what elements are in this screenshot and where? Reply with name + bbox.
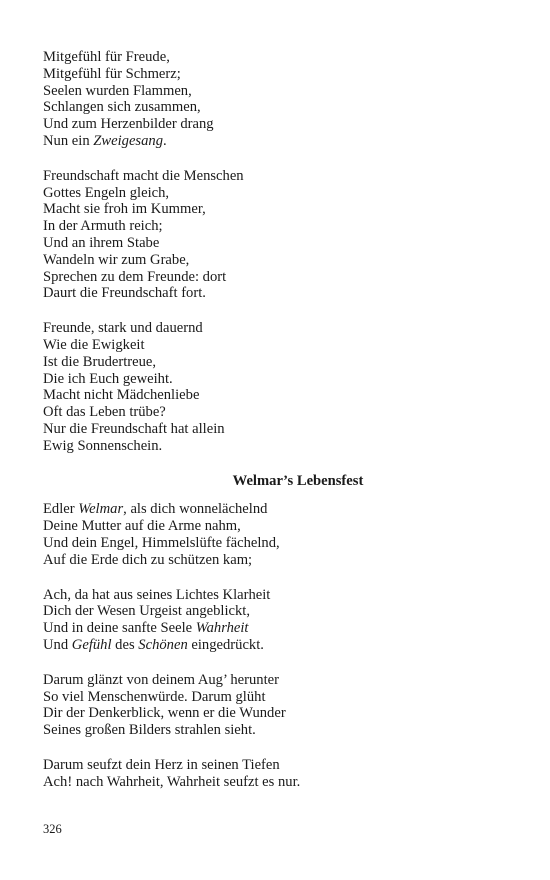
- stanza: [43, 168, 513, 302]
- verse-line: Oft das Leben trübe?: [43, 404, 166, 421]
- stanza: [43, 501, 513, 568]
- verse-line: Und zum Herzenbilder drang: [43, 116, 214, 133]
- stanza: [43, 757, 513, 791]
- poem-welmar-lebensfest: [43, 501, 513, 790]
- verse-line: Und in deine sanfte Seele Wahrheit: [43, 620, 249, 637]
- verse-line: Darum seufzt dein Herz in seinen Tiefen: [43, 756, 280, 773]
- verse-line: Wandeln wir zum Grabe,: [43, 251, 190, 268]
- emphasized-word: Gefühl: [71, 636, 112, 653]
- verse-line: Ist die Brudertreue,: [43, 353, 157, 370]
- verse-line: Und Gefühl des Schönen eingedrückt.: [43, 636, 264, 653]
- verse-line: In der Armuth reich;: [43, 218, 163, 235]
- stanza: [43, 672, 513, 739]
- verse-line: Deine Mutter auf die Arme nahm,: [43, 518, 241, 535]
- stanza: [43, 320, 513, 454]
- verse-line: Und dein Engel, Himmelslüfte fächelnd,: [43, 534, 280, 551]
- verse-line: Schlangen sich zusammen,: [43, 99, 201, 116]
- verse-line: Auf die Erde dich zu schützen kam;: [43, 551, 253, 568]
- verse-line: Dich der Wesen Urgeist angeblickt,: [43, 603, 250, 620]
- emphasized-word: Schönen: [138, 636, 188, 653]
- verse-line: Darum glänzt von deinem Aug’ herunter: [43, 671, 279, 688]
- emphasized-word: Zweigesang: [93, 132, 163, 149]
- verse-line: Dir der Denkerblick, wenn er die Wunder: [43, 705, 286, 722]
- verse-line: Die ich Euch geweiht.: [43, 370, 173, 387]
- verse-line: Und an ihrem Stabe: [43, 234, 160, 251]
- poem-title: Welmar’s Lebensfest: [232, 472, 364, 489]
- verse-line: Wie die Ewigkeit: [43, 336, 145, 353]
- verse-line: Mitgefühl für Schmerz;: [43, 65, 181, 82]
- stanza: [43, 49, 513, 150]
- verse-line: Edler Welmar, als dich wonnelächelnd: [43, 501, 268, 518]
- verse-line: So viel Menschenwürde. Darum glüht: [43, 688, 266, 705]
- verse-line: Macht sie froh im Kummer,: [43, 201, 206, 218]
- verse-line: Nun ein Zweigesang.: [43, 132, 167, 149]
- verse-line: Ewig Sonnenschein.: [43, 437, 163, 454]
- verse-line: Seines großen Bilders strahlen sieht.: [43, 722, 256, 739]
- emphasized-word: Wahrheit: [195, 620, 249, 637]
- stanza: [43, 587, 513, 654]
- verse-line: Daurt die Freundschaft fort.: [43, 285, 206, 302]
- verse-line: Sprechen zu dem Freunde: dort: [43, 268, 227, 285]
- emphasized-word: Welmar: [78, 501, 124, 518]
- verse-line: Gottes Engeln gleich,: [43, 184, 170, 201]
- verse-line: Freunde, stark und dauernd: [43, 320, 203, 337]
- page-number: 326: [43, 822, 62, 836]
- verse-line: Ach! nach Wahrheit, Wahrheit seufzt es nur.: [43, 773, 301, 790]
- verse-line: Nur die Freundschaft hat allein: [43, 420, 225, 437]
- page-body: [43, 49, 513, 808]
- poem-friendship: [43, 49, 513, 455]
- verse-line: Seelen wurden Flammen,: [43, 82, 192, 99]
- verse-line: Mitgefühl für Freude,: [43, 49, 170, 65]
- verse-line: Ach, da hat aus seines Lichtes Klarheit: [43, 586, 271, 603]
- verse-line: Macht nicht Mädchenliebe: [43, 387, 200, 404]
- verse-line: Freundschaft macht die Menschen: [43, 167, 244, 184]
